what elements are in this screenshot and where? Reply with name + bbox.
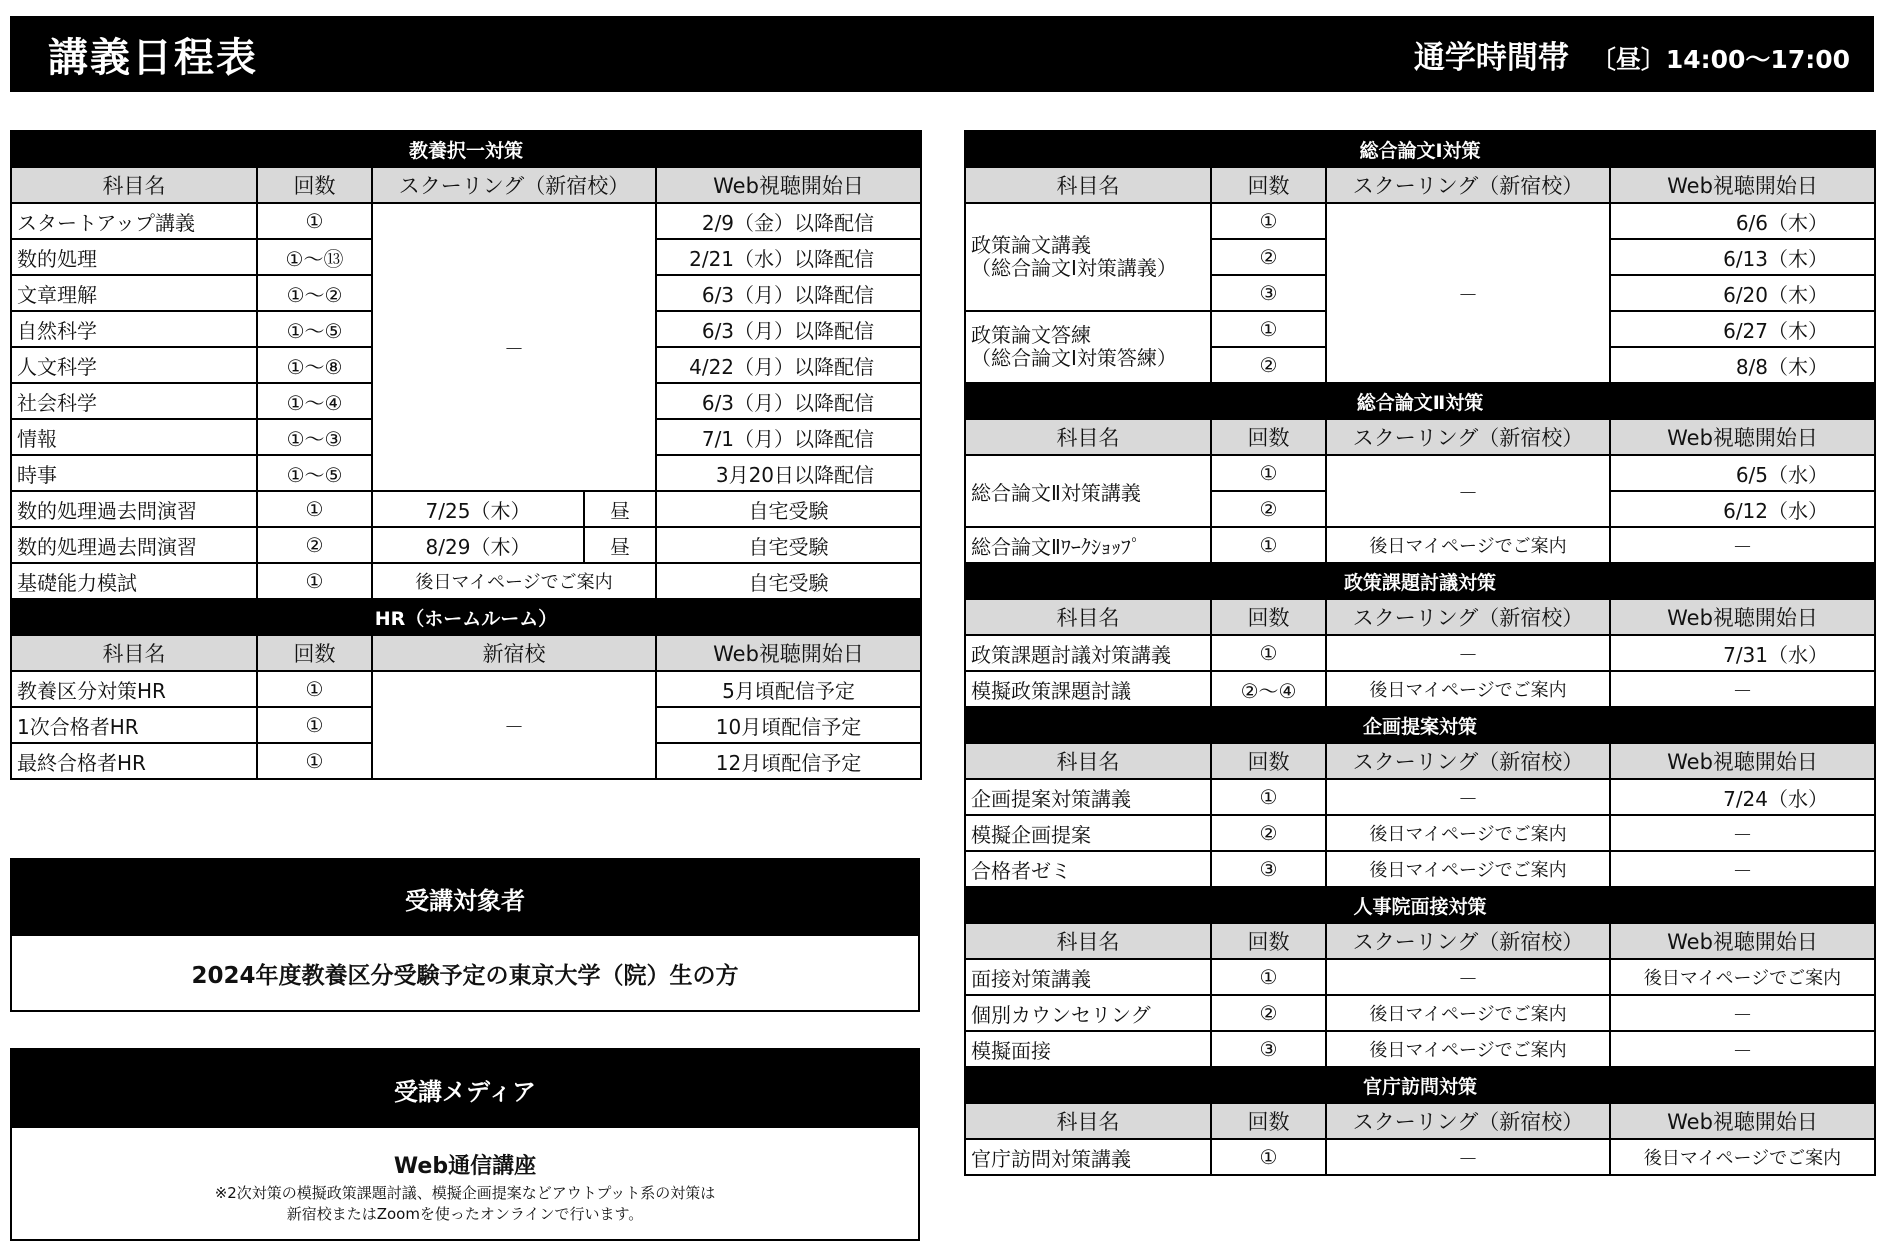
schooling-time: 昼: [584, 527, 656, 563]
web-start-date: 5月頃配信予定: [656, 671, 921, 707]
col-header-count: 回数: [1211, 923, 1326, 959]
col-header-schooling: スクーリング（新宿校）: [372, 167, 656, 203]
subject-name: 人文科学: [11, 347, 257, 383]
col-header-schooling: スクーリング（新宿校）: [1326, 419, 1610, 455]
col-header-count: 回数: [1211, 167, 1326, 203]
session-count: ①: [1211, 1139, 1326, 1175]
web-start-date: －: [1610, 815, 1875, 851]
web-start-date: 6/3（月）以降配信: [656, 383, 921, 419]
table-row: [965, 203, 1875, 239]
page-header: [10, 16, 1874, 92]
schooling-merged: －: [1326, 203, 1610, 383]
subject-name: 総合論文Ⅱﾜｰｸｼｮｯﾌﾟ: [965, 527, 1211, 563]
table-row: [11, 491, 921, 527]
subject-name: 政策課題討議対策講義: [965, 635, 1211, 671]
schooling-date: 8/29（木）: [372, 527, 584, 563]
subject-name: 面接対策講義: [965, 959, 1211, 995]
subject-name: 企画提案対策講義: [965, 779, 1211, 815]
session-count: ①: [1211, 959, 1326, 995]
web-start-date: 10月頃配信予定: [656, 707, 921, 743]
media-title: 受講メディア: [12, 1050, 918, 1128]
col-header-schooling: スクーリング（新宿校）: [1326, 599, 1610, 635]
session-count: ①～②: [257, 275, 372, 311]
col-header-schooling: スクーリング（新宿校）: [1326, 923, 1610, 959]
session-count: ①: [1211, 635, 1326, 671]
web-start-date: 6/27（木）: [1610, 311, 1875, 347]
web-start-date: 7/24（水）: [1610, 779, 1875, 815]
time-value: 〔昼〕14:00～17:00: [1590, 44, 1850, 74]
col-header-count: 回数: [1211, 419, 1326, 455]
col-header-subject: 科目名: [11, 635, 257, 671]
time-label: 通学時間帯: [1413, 39, 1569, 76]
web-start-date: 3月20日以降配信: [656, 455, 921, 491]
subject-name: 模擬企画提案: [965, 815, 1211, 851]
target-audience-text: 2024年度教養区分受験予定の東京大学（院）生の方: [191, 962, 739, 989]
col-header-subject: 科目名: [965, 1103, 1211, 1139]
session-count: ①～⑬: [257, 239, 372, 275]
school-merged: －: [372, 671, 656, 779]
col-header-web: Web視聴開始日: [656, 635, 921, 671]
col-header-schooling: スクーリング（新宿校）: [1326, 743, 1610, 779]
session-count: ①: [1211, 311, 1326, 347]
subject-name: 時事: [11, 455, 257, 491]
schooling-info: 後日マイページでご案内: [1326, 671, 1610, 707]
schooling-time: 昼: [584, 491, 656, 527]
schooling-info: 後日マイページでご案内: [372, 563, 656, 599]
session-count: ①～③: [257, 419, 372, 455]
table-row: [965, 815, 1875, 851]
web-start-date: －: [1610, 1031, 1875, 1067]
schooling-merged: －: [1326, 455, 1610, 527]
col-header-count: 回数: [257, 635, 372, 671]
web-start-date: 2/21（水）以降配信: [656, 239, 921, 275]
table-row: [11, 203, 921, 239]
session-count: ②: [1211, 491, 1326, 527]
session-count: ①～④: [257, 383, 372, 419]
schooling-info: 後日マイページでご案内: [1326, 815, 1610, 851]
table-row: [965, 779, 1875, 815]
web-start-date: 6/3（月）以降配信: [656, 275, 921, 311]
table-row: [965, 635, 1875, 671]
subject-name: 基礎能力模試: [11, 563, 257, 599]
subject-name: 官庁訪問対策講義: [965, 1139, 1211, 1175]
web-start-date: 6/20（木）: [1610, 275, 1875, 311]
schooling-info: －: [1326, 1139, 1610, 1175]
col-header-count: 回数: [1211, 1103, 1326, 1139]
subject-name: 模擬政策課題討議: [965, 671, 1211, 707]
media-note-line2: 新宿校またはZoomを使ったオンラインで行います。: [286, 1205, 644, 1223]
col-header-web: Web視聴開始日: [1610, 419, 1875, 455]
session-count: ③: [1211, 851, 1326, 887]
table-row: [965, 1139, 1875, 1175]
session-count: ②: [1211, 239, 1326, 275]
subject-name: 政策論文講義 （総合論文Ⅰ対策講義）: [971, 233, 1177, 280]
col-header-web: Web視聴開始日: [1610, 1103, 1875, 1139]
session-count: ①: [1211, 203, 1326, 239]
session-count: ①～⑤: [257, 455, 372, 491]
session-count: ①～⑤: [257, 311, 372, 347]
web-start-date: －: [1610, 527, 1875, 563]
col-header-count: 回数: [1211, 743, 1326, 779]
target-audience-box: [10, 858, 920, 1012]
web-start-date: 2/9（金）以降配信: [656, 203, 921, 239]
col-header-subject: 科目名: [965, 167, 1211, 203]
subject-name: 1次合格者HR: [11, 707, 257, 743]
col-header-school: 新宿校: [372, 635, 656, 671]
web-start-date: 8/8（木）: [1610, 347, 1875, 383]
section-title-seisaku: 政策課題討議対策: [965, 563, 1875, 599]
session-count: ②: [1211, 995, 1326, 1031]
schooling-info: －: [1326, 635, 1610, 671]
session-count: ①～⑧: [257, 347, 372, 383]
schooling-date: 7/25（木）: [372, 491, 584, 527]
section-title-ronbun1: 総合論文Ⅰ対策: [965, 131, 1875, 167]
right-schedule-table: [964, 130, 1876, 1176]
subject-name: 最終合格者HR: [11, 743, 257, 779]
schooling-merged: －: [372, 203, 656, 491]
col-header-count: 回数: [257, 167, 372, 203]
table-row: [965, 995, 1875, 1031]
col-header-schooling: スクーリング（新宿校）: [1326, 167, 1610, 203]
subject-name: 模擬面接: [965, 1031, 1211, 1067]
col-header-subject: 科目名: [965, 743, 1211, 779]
web-start-date: 4/22（月）以降配信: [656, 347, 921, 383]
col-header-web: Web視聴開始日: [1610, 167, 1875, 203]
session-count: ③: [1211, 275, 1326, 311]
session-count: ①: [257, 491, 372, 527]
subject-name: 情報: [11, 419, 257, 455]
session-count: ②: [257, 527, 372, 563]
session-count: ③: [1211, 1031, 1326, 1067]
web-start-date: 6/6（木）: [1610, 203, 1875, 239]
col-header-subject: 科目名: [965, 923, 1211, 959]
web-start-date: 12月頃配信予定: [656, 743, 921, 779]
page-title: 講義日程表: [48, 34, 258, 81]
time-info: [1414, 32, 1850, 77]
section-title-jinji: 人事院面接対策: [965, 887, 1875, 923]
col-header-subject: 科目名: [11, 167, 257, 203]
session-count: ①: [1211, 527, 1326, 563]
session-count: ①: [257, 743, 372, 779]
web-start-date: 6/12（水）: [1610, 491, 1875, 527]
subject-name: 教養区分対策HR: [11, 671, 257, 707]
web-start-date: 自宅受験: [656, 563, 921, 599]
subject-name-group: [965, 203, 1211, 311]
col-header-web: Web視聴開始日: [1610, 599, 1875, 635]
table-row: [11, 527, 921, 563]
left-schedule-table: [10, 130, 922, 780]
session-count: ①: [257, 203, 372, 239]
web-start-date: 6/13（木）: [1610, 239, 1875, 275]
subject-name: 政策論文答練 （総合論文Ⅰ対策答練）: [971, 323, 1177, 370]
section-title-kancho: 官庁訪問対策: [965, 1067, 1875, 1103]
web-start-date: 6/3（月）以降配信: [656, 311, 921, 347]
schooling-info: －: [1326, 959, 1610, 995]
col-header-subject: 科目名: [965, 419, 1211, 455]
media-box: [10, 1048, 920, 1241]
section-title-ronbun2: 総合論文Ⅱ対策: [965, 383, 1875, 419]
table-row: [965, 959, 1875, 995]
web-start-date: －: [1610, 671, 1875, 707]
web-start-date: －: [1610, 995, 1875, 1031]
subject-name: 数的処理過去問演習: [11, 491, 257, 527]
subject-name: 総合論文Ⅱ対策講義: [965, 455, 1211, 527]
schooling-info: 後日マイページでご案内: [1326, 851, 1610, 887]
web-start-date: 7/31（水）: [1610, 635, 1875, 671]
subject-name: 個別カウンセリング: [965, 995, 1211, 1031]
subject-name-group: [965, 311, 1211, 383]
section-title-kikaku: 企画提案対策: [965, 707, 1875, 743]
table-row: [965, 455, 1875, 491]
col-header-web: Web視聴開始日: [1610, 923, 1875, 959]
section-title-hr: HR（ホームルーム）: [11, 599, 921, 635]
target-audience-title: 受講対象者: [12, 860, 918, 936]
web-start-date: 自宅受験: [656, 491, 921, 527]
table-row: [11, 671, 921, 707]
col-header-web: Web視聴開始日: [1610, 743, 1875, 779]
session-count: ①: [257, 707, 372, 743]
col-header-count: 回数: [1211, 599, 1326, 635]
col-header-schooling: スクーリング（新宿校）: [1326, 1103, 1610, 1139]
session-count: ①: [1211, 779, 1326, 815]
table-row: [11, 563, 921, 599]
session-count: ①: [257, 671, 372, 707]
web-start-date: 自宅受験: [656, 527, 921, 563]
web-start-date: 後日マイページでご案内: [1610, 1139, 1875, 1175]
schooling-info: 後日マイページでご案内: [1326, 1031, 1610, 1067]
table-row: [965, 671, 1875, 707]
session-count: ①: [1211, 455, 1326, 491]
session-count: ②: [1211, 347, 1326, 383]
schooling-info: 後日マイページでご案内: [1326, 527, 1610, 563]
subject-name: 文章理解: [11, 275, 257, 311]
web-start-date: 後日マイページでご案内: [1610, 959, 1875, 995]
web-start-date: 7/1（月）以降配信: [656, 419, 921, 455]
session-count: ①: [257, 563, 372, 599]
table-row: [965, 851, 1875, 887]
table-row: [965, 1031, 1875, 1067]
subject-name: 社会科学: [11, 383, 257, 419]
media-main: Web通信講座: [393, 1154, 537, 1179]
section-title-kyoyo: 教養択一対策: [11, 131, 921, 167]
media-note-line1: ※2次対策の模擬政策課題討議、模擬企画提案などアウトプット系の対策は: [214, 1184, 716, 1202]
subject-name: 数的処理: [11, 239, 257, 275]
schooling-info: 後日マイページでご案内: [1326, 995, 1610, 1031]
subject-name: 合格者ゼミ: [965, 851, 1211, 887]
col-header-subject: 科目名: [965, 599, 1211, 635]
schooling-info: －: [1326, 779, 1610, 815]
subject-name: 数的処理過去問演習: [11, 527, 257, 563]
subject-name: スタートアップ講義: [11, 203, 257, 239]
subject-name: 自然科学: [11, 311, 257, 347]
session-count: ②: [1211, 815, 1326, 851]
col-header-web: Web視聴開始日: [656, 167, 921, 203]
table-row: [965, 527, 1875, 563]
web-start-date: －: [1610, 851, 1875, 887]
session-count: ②～④: [1211, 671, 1326, 707]
web-start-date: 6/5（水）: [1610, 455, 1875, 491]
